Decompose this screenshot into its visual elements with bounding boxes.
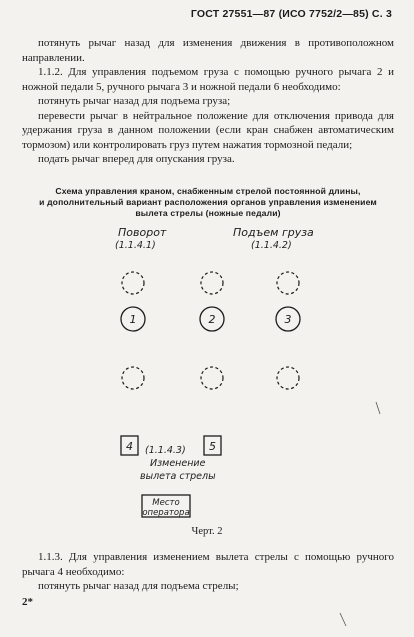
paragraph: перевести рычаг в нейтральное положение для отключения привода для удержания груза в данном положении (если кран снабжен автоматическим тормозом) или контролировать груз путем нажатия тормозной педали;: [22, 109, 394, 151]
page-signature-mark: 2*: [22, 596, 33, 608]
figure-caption: [22, 186, 394, 219]
text-block-bottom: [22, 550, 394, 594]
seat-label: Место: [152, 498, 180, 508]
label-hoist-ref: (1.1.4.2): [251, 240, 292, 251]
label-hoist: Подъем груза: [233, 226, 314, 239]
lever-2-forward-position: [201, 272, 223, 294]
figure-number: Черт. 2: [191, 526, 223, 537]
paragraph: потянуть рычаг назад для подъема стрелы;: [38, 580, 239, 592]
lever-2-number: 2: [208, 313, 216, 326]
label-slew: Поворот: [118, 226, 167, 239]
pedal-5-number: 5: [209, 440, 216, 453]
scan-mark: [376, 402, 380, 414]
lever-3-forward-position: [277, 272, 299, 294]
pedal-4-number: 4: [126, 440, 133, 453]
paragraph: 1.1.2. Для управления подъемом груза с помощью ручного рычага 2 и ножной педали 5, ручного рычага 3 и ножной педали 6 необходимо:: [22, 66, 394, 93]
paragraph: потянуть рычаг назад для изменения движения в противоположном направлении.: [22, 37, 394, 64]
paragraph: 1.1.3. Для управления изменением вылета стрелы с помощью ручного рычага 4 необходимо:: [22, 551, 394, 578]
text-block-top: [22, 36, 394, 167]
seat-label: оператора: [142, 508, 190, 518]
lever-1-number: 1: [129, 313, 137, 326]
lever-3-number: 3: [284, 313, 292, 326]
lever-1-back-position: [122, 367, 144, 389]
page-header: ГОСТ 27551—87 (ИСО 7752/2—85) С. 3: [190, 8, 392, 20]
paragraph: подать рычаг вперед для опускания груза.: [38, 153, 235, 165]
lever-3-back-position: [277, 367, 299, 389]
caption-line: вылета стрелы (ножные педали): [135, 208, 281, 218]
lever-1-forward-position: [122, 272, 144, 294]
pedal-text: Изменение: [150, 458, 206, 469]
pedal-text: вылета стрелы: [140, 471, 216, 482]
paragraph: потянуть рычаг назад для подъема груза;: [38, 95, 231, 107]
label-slew-ref: (1.1.4.1): [115, 240, 156, 251]
scan-mark: [338, 612, 350, 628]
control-layout-diagram: [0, 220, 414, 520]
pedal-ref: (1.1.4.3): [145, 445, 186, 456]
lever-2-back-position: [201, 367, 223, 389]
caption-line: Схема управления краном, снабженным стрелой постоянной длины,: [55, 186, 361, 196]
caption-line: и дополнительный вариант расположения органов управления изменением: [39, 197, 377, 207]
